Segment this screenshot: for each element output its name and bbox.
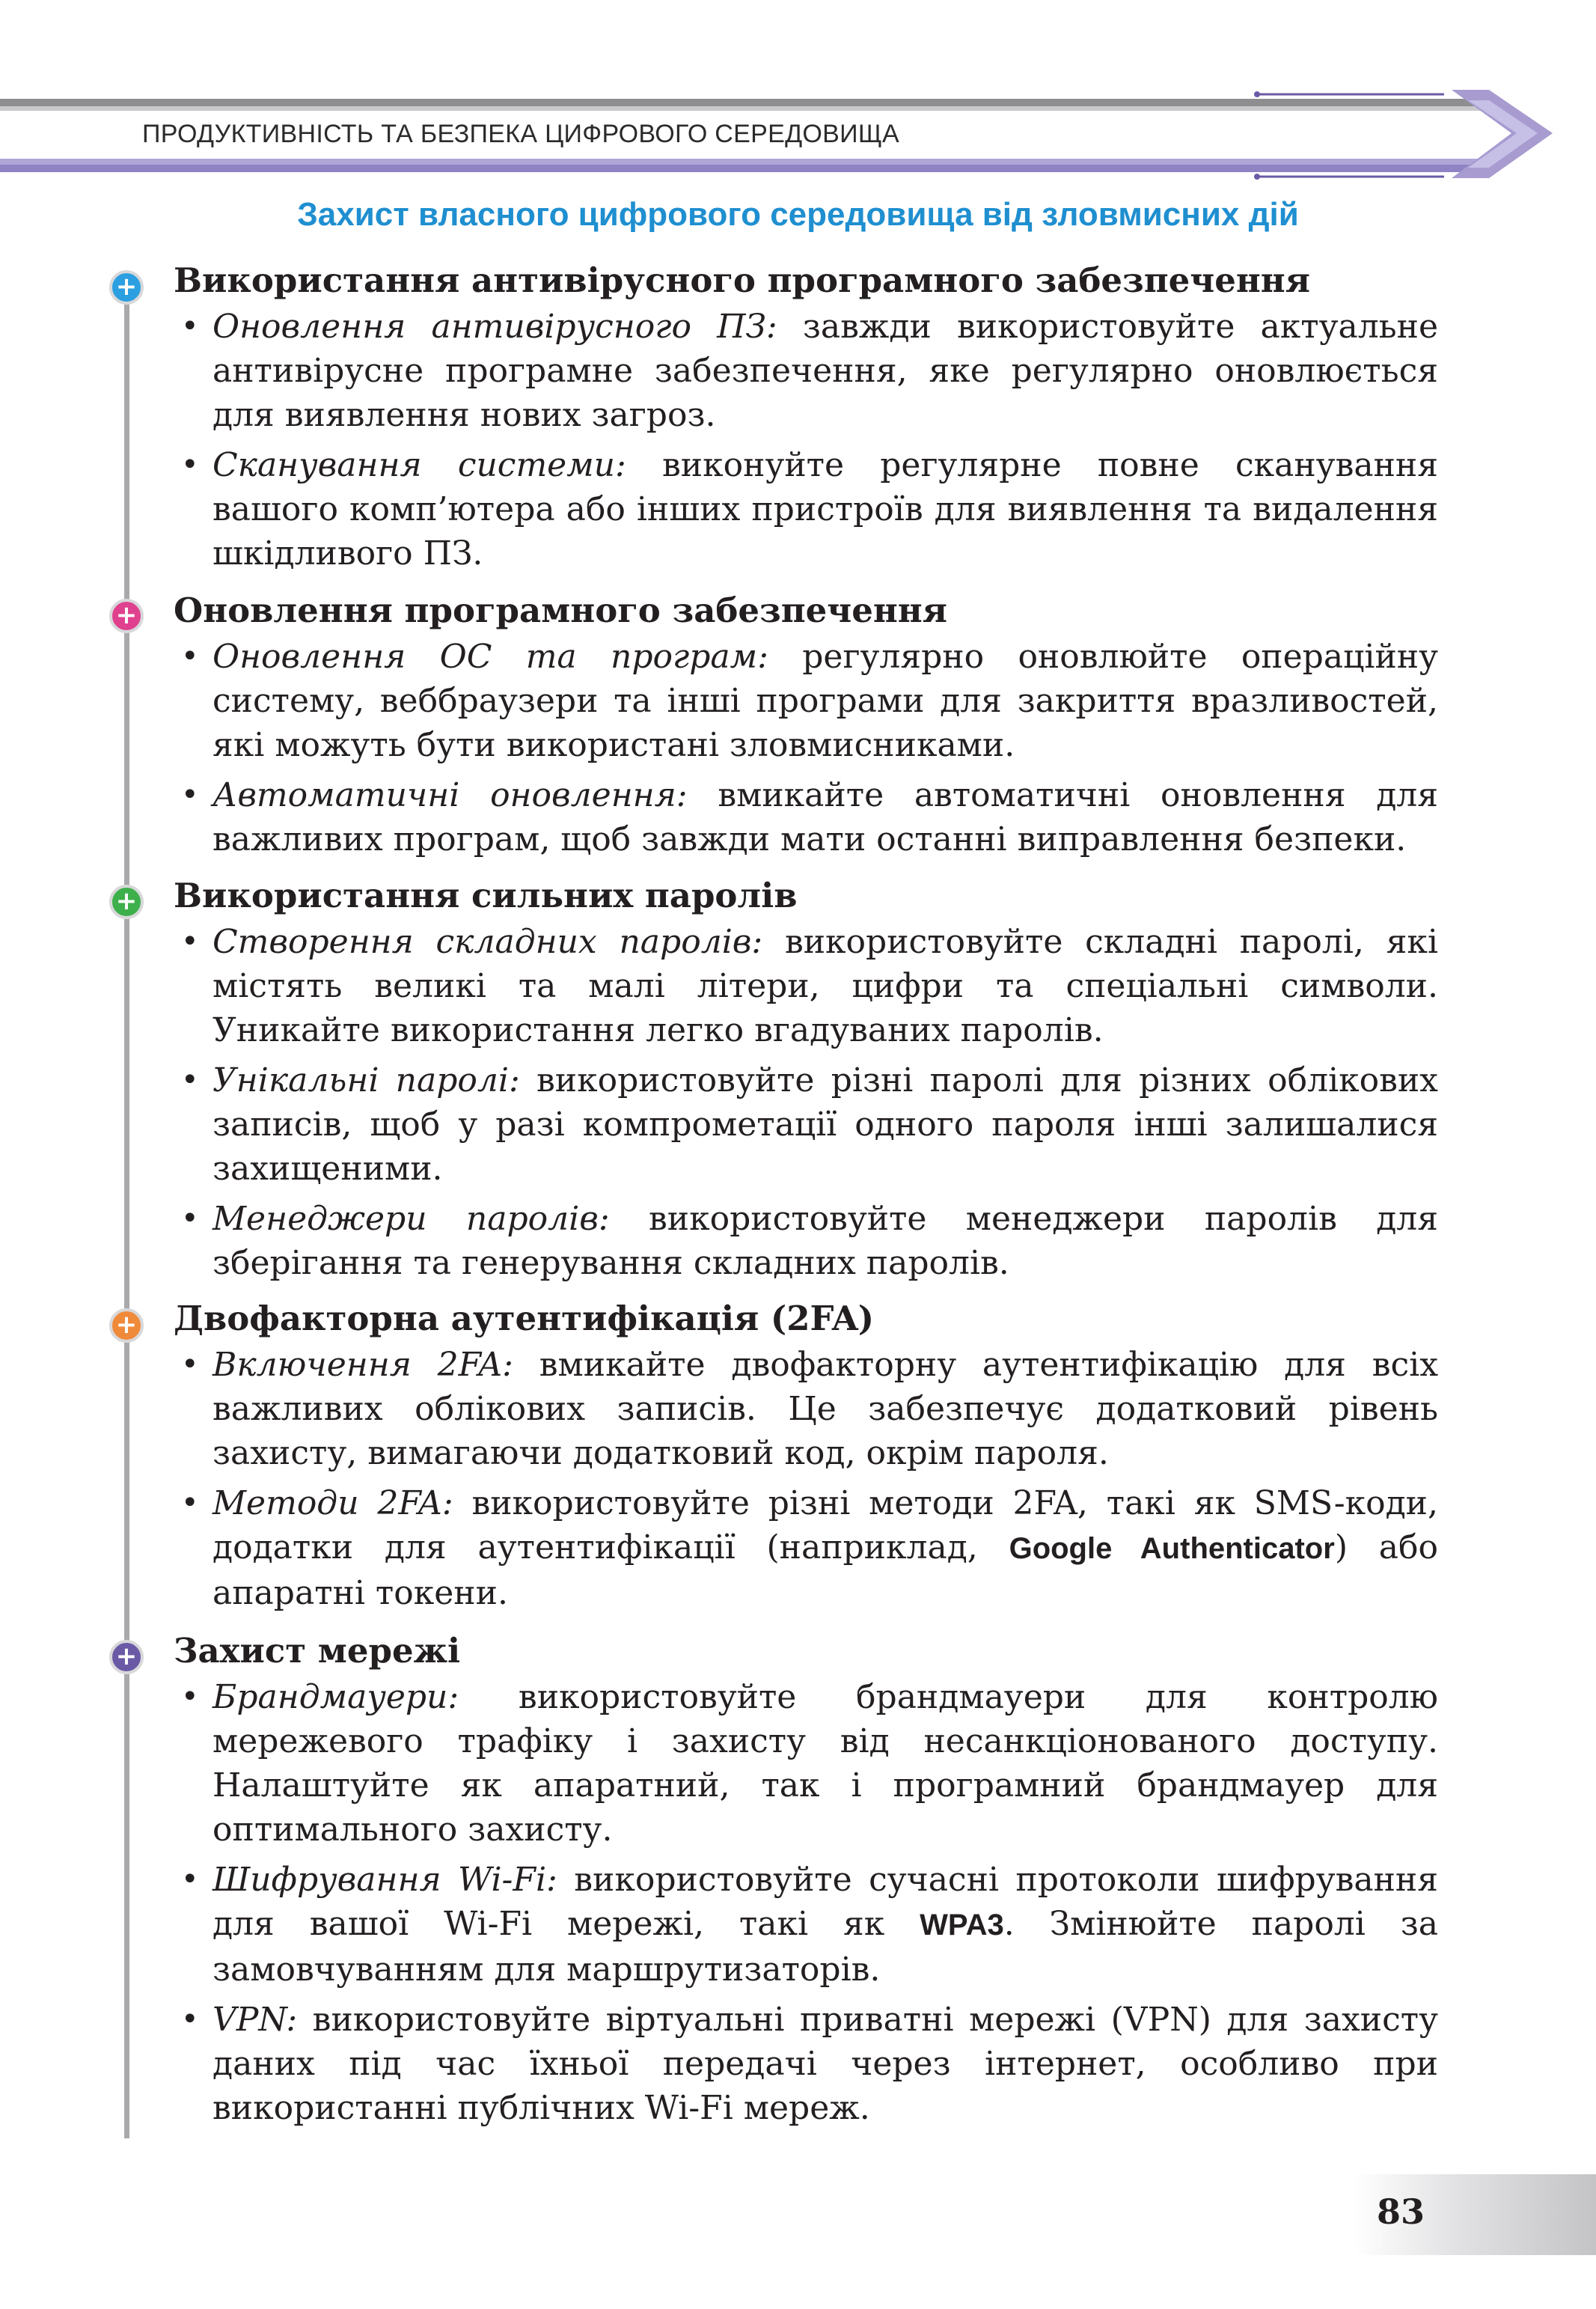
- bullet: •: [181, 1862, 199, 1897]
- section-2fa: [174, 1296, 1438, 1615]
- section-antivirus: [174, 258, 1438, 576]
- bullet: •: [181, 1347, 199, 1382]
- item-label: VPN:: [213, 2001, 298, 2039]
- section-software-updates: [174, 588, 1438, 861]
- section-network-protection: [174, 1629, 1438, 2130]
- item-label: Менеджери паролів:: [213, 1200, 610, 1238]
- bullet: •: [181, 1063, 199, 1097]
- item-label: Включення 2FA:: [213, 1346, 513, 1384]
- bullet: •: [181, 1680, 199, 1714]
- page-number: 83: [1377, 2191, 1425, 2232]
- item-text: використовуйте брандмауери для контролю мережевого трафіку і захисту від несанкціонованого доступу. Налаштуйте як апаратний, так і програмний брандмауер для оптимального захисту.: [213, 1678, 1438, 1849]
- item-text: використовуйте віртуальні приватні мережі (VPN) для захисту даних під час їхньої передачі через інтернет, особливо при використанні публічних Wi-Fi мереж.: [213, 2001, 1438, 2127]
- running-title: ПРОДУКТИВНІСТЬ ТА БЕЗПЕКА ЦИФРОВОГО СЕРЕДОВИЩА: [142, 120, 900, 148]
- bullet: •: [181, 309, 199, 344]
- list-item: [174, 1481, 1438, 1615]
- section-title: Використання антивірусного програмного забезпечення: [174, 260, 1310, 300]
- section-title: Оновлення програмного забезпечення: [174, 591, 947, 630]
- item-text: регулярно оновлюйте операційну систему, веббраузери та інші програми для закриття вразливостей, які можуть бути використані зловмисниками.: [213, 638, 1438, 764]
- list-item: [174, 1675, 1438, 1852]
- item-text: використовуйте складні паролі, які містять великі та малі літери, цифри та спеціальні символи. Уникайте використання легко вгадуваних паролів.: [213, 923, 1438, 1049]
- list-item: [174, 1058, 1438, 1191]
- section-title: Використання сильних паролів: [174, 876, 798, 915]
- list-item: [174, 1343, 1438, 1475]
- bullet: •: [181, 2002, 199, 2037]
- list-item: [174, 443, 1438, 576]
- page-title: Захист власного цифрового середовища від зловмисних дій: [297, 196, 1299, 233]
- item-text: вмикайте двофакторну аутентифікацію для всіх важливих облікових записів. Це забезпечує додатковий рівень захисту, вимагаючи додатковий код, окрім пароля.: [213, 1346, 1439, 1472]
- item-text: завжди використовуйте актуальне антивірусне програмне забезпечення, яке регулярно оновлюється для виявлення нових загроз.: [213, 308, 1438, 434]
- bullet: •: [181, 448, 199, 482]
- section-marker-plus-icon: +: [109, 599, 144, 633]
- item-label: Оновлення ОС та програм:: [213, 638, 768, 676]
- bullet: •: [181, 1486, 199, 1520]
- running-header: [0, 90, 1596, 187]
- item-label: Оновлення антивірусного ПЗ:: [213, 308, 777, 346]
- item-text: ) або апаратні токени.: [213, 1528, 1438, 1612]
- item-emphasis: WPA3: [920, 1909, 1004, 1942]
- item-label: Автоматичні оновлення:: [213, 776, 688, 814]
- list-item: [174, 1998, 1438, 2130]
- section-marker-plus-icon: +: [109, 270, 144, 305]
- item-text: використовуйте сучасні протоколи шифрування для вашої Wi-Fi мережі, такі як: [213, 1861, 1439, 1943]
- timeline-line: [124, 293, 129, 2138]
- list-item: [174, 635, 1438, 767]
- bullet: •: [181, 639, 199, 674]
- item-emphasis: Google Authenticator: [1009, 1532, 1335, 1565]
- bullet: •: [181, 778, 199, 812]
- item-label: Сканування системи:: [213, 446, 626, 484]
- item-text: використовуйте різні методи 2FA, такі як SMS-коди, додатки для аутентифікації (наприклад,: [213, 1484, 1438, 1567]
- item-text: використовуйте різні паролі для різних облікових записів, щоб у разі компрометації одного пароля інші залишалися захищеними.: [213, 1061, 1438, 1188]
- item-text: . Змінюйте паролі за замовчуванням для маршрутизаторів.: [213, 1905, 1439, 1989]
- bullet: •: [181, 924, 199, 959]
- item-label: Шифрування Wi-Fi:: [213, 1861, 557, 1899]
- item-label: Унікальні паролі:: [213, 1061, 520, 1099]
- bullet: •: [181, 1201, 199, 1236]
- section-title: Двофакторна аутентифікація (2FA): [174, 1299, 875, 1338]
- item-label: Методи 2FA:: [213, 1484, 453, 1522]
- section-marker-plus-icon: +: [109, 1640, 144, 1674]
- section-marker-plus-icon: +: [109, 885, 144, 919]
- list-item: [174, 1197, 1438, 1285]
- item-label: Брандмауери:: [213, 1678, 459, 1716]
- list-item: [174, 773, 1438, 861]
- list-item: [174, 305, 1438, 437]
- section-strong-passwords: [174, 873, 1438, 1285]
- item-label: Створення складних паролів:: [213, 923, 763, 961]
- item-text: використовуйте менеджери паролів для зберігання та генерування складних паролів.: [213, 1200, 1438, 1282]
- list-item: [174, 1858, 1438, 1992]
- list-item: [174, 920, 1438, 1052]
- item-text: виконуйте регулярне повне сканування вашого комп’ютера або інших пристроїв для виявлення та видалення шкідливого ПЗ.: [213, 446, 1438, 573]
- item-text: вмикайте автоматичні оновлення для важливих програм, щоб завжди мати останні виправлення безпеки.: [213, 776, 1438, 858]
- section-marker-plus-icon: +: [109, 1308, 144, 1343]
- section-title: Захист мережі: [174, 1631, 461, 1671]
